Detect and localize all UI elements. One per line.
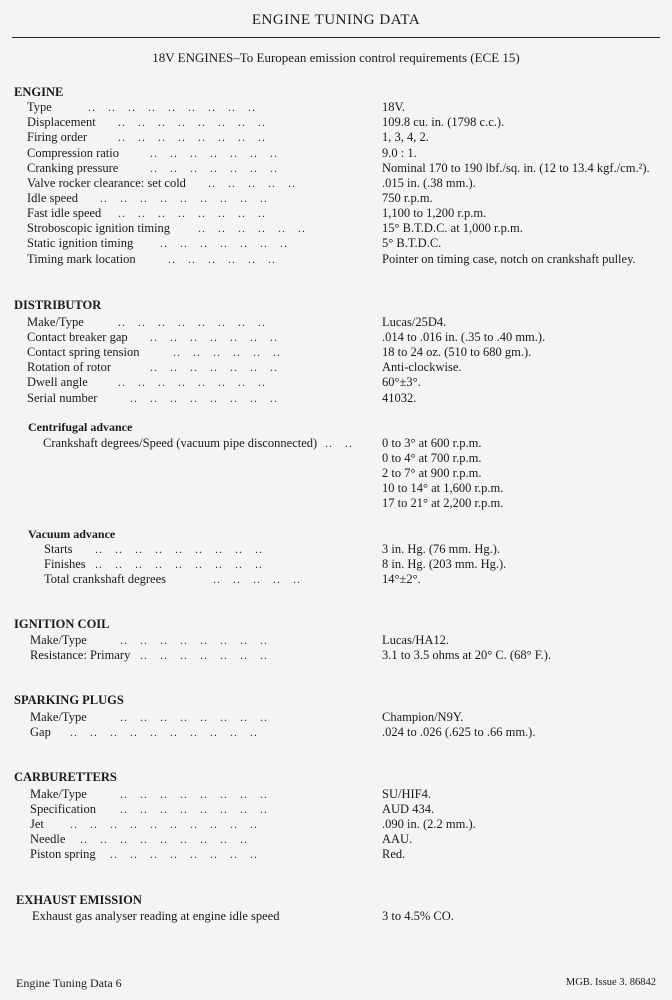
row-label: Timing mark location <box>27 252 136 266</box>
section-heading-carburetters: CARBURETTERS <box>14 770 117 784</box>
dot-leader: .. .. .. .. .. .. .. .. <box>120 787 268 801</box>
row-value: .015 in. (.38 mm.). <box>382 176 476 190</box>
row-value: .090 in. (2.2 mm.). <box>382 817 476 831</box>
row-label: Stroboscopic ignition timing <box>27 221 171 235</box>
row-label: Dwell angle <box>27 375 88 389</box>
row-value: 3 to 4.5% CO. <box>382 909 454 923</box>
row-value: 41032. <box>382 391 417 405</box>
row-label: Make/Type <box>30 633 87 647</box>
dot-leader: .. .. .. .. .. .. .. <box>150 330 278 344</box>
row-value: 750 r.p.m. <box>382 191 433 205</box>
dot-leader: .. .. .. .. .. .. .. .. .. <box>80 832 248 846</box>
section-heading-exhaust-emission: EXHAUST EMISSION <box>16 893 142 907</box>
row-value: SU/HIF4. <box>382 787 431 801</box>
row-label: Starts <box>44 542 73 556</box>
row-value: Anti-clockwise. <box>382 360 462 374</box>
row-label: Firing order <box>27 130 88 144</box>
row-label: Piston spring <box>30 847 96 861</box>
dot-leader: .. .. .. .. .. .. .. .. .. <box>95 542 263 556</box>
row-value: 9.0 : 1. <box>382 146 417 160</box>
row-label: Exhaust gas analyser reading at engine idle speed <box>32 909 280 923</box>
row-value: .024 to .026 (.625 to .66 mm.). <box>382 725 536 739</box>
page-title: ENGINE TUNING DATA <box>251 12 421 28</box>
section-heading-ignition-coil: IGNITION COIL <box>14 617 110 631</box>
row-value: 3 in. Hg. (76 mm. Hg.). <box>382 542 501 556</box>
row-label: Jet <box>30 817 44 831</box>
dot-leader: .. .. .. .. .. .. .. .. <box>120 802 268 816</box>
row-value: 0 to 4° at 700 r.p.m. <box>382 451 482 465</box>
row-label: Contact breaker gap <box>27 330 128 344</box>
row-value: 18V. <box>382 100 406 114</box>
row-label: Rotation of rotor <box>27 360 112 374</box>
row-label: Make/Type <box>27 315 84 329</box>
dot-leader: .. .. .. .. .. .. .. .. .. .. <box>70 725 258 739</box>
row-value: 8 in. Hg. (203 mm. Hg.). <box>382 557 507 571</box>
dot-leader: .. .. .. .. .. .. .. .. <box>118 375 266 389</box>
dot-leader: .. .. .. .. .. .. .. <box>150 360 278 374</box>
row-label: Contact spring tension <box>27 345 140 359</box>
page-subtitle: 18V ENGINES–To European emission control requirements (ECE 15) <box>152 50 520 65</box>
dot-leader: .. .. .. .. .. .. .. .. <box>130 391 278 405</box>
subheading-vacuum-advance: Vacuum advance <box>28 527 116 541</box>
row-label: Displacement <box>27 115 96 129</box>
row-value: .014 to .016 in. (.35 to .40 mm.). <box>382 330 546 344</box>
row-value: 60°±3°. <box>382 375 421 389</box>
row-value: 18 to 24 oz. (510 to 680 gm.). <box>382 345 532 359</box>
dot-leader: .. .. .. .. .. .. .. .. <box>118 130 266 144</box>
row-label: Needle <box>30 832 66 846</box>
row-label: Resistance: Primary <box>30 648 131 662</box>
row-label: Idle speed <box>27 191 79 205</box>
dot-leader: .. .. <box>325 436 353 450</box>
section-heading-distributor: DISTRIBUTOR <box>14 298 102 312</box>
row-value: 109.8 cu. in. (1798 c.c.). <box>382 115 505 129</box>
section-heading-engine: ENGINE <box>14 85 64 99</box>
dot-leader: .. .. .. .. .. .. <box>165 345 281 359</box>
dot-leader: .. .. .. .. .. .. .. <box>150 146 278 160</box>
row-label: Fast idle speed <box>27 206 102 220</box>
dot-leader: .. .. .. .. .. .. <box>160 252 276 266</box>
row-label: Total crankshaft degrees <box>44 572 166 586</box>
header-rule <box>12 37 660 38</box>
row-label: Static ignition timing <box>27 236 134 250</box>
dot-leader: .. .. .. .. .. .. .. .. <box>118 206 266 220</box>
row-value: 14°±2°. <box>382 572 421 586</box>
footer-issue-label: MGB. Issue 3. 86842 <box>565 977 656 988</box>
row-label: Compression ratio <box>27 146 120 160</box>
row-label: Specification <box>30 802 96 816</box>
row-label: Cranking pressure <box>27 161 119 175</box>
row-value: 5° B.T.D.C. <box>382 236 442 250</box>
row-value: Nominal 170 to 190 lbf./sq. in. (12 to 13.4 kgf./cm.²). <box>382 161 650 175</box>
row-label: Valve rocker clearance: set cold <box>27 176 186 190</box>
dot-leader: .. .. .. .. .. <box>200 176 296 190</box>
row-value: 15° B.T.D.C. at 1,000 r.p.m. <box>382 221 523 235</box>
dot-leader: .. .. .. .. .. .. .. <box>140 648 268 662</box>
dot-leader: .. .. .. .. .. .. .. <box>160 236 288 250</box>
row-label: Type <box>27 100 52 114</box>
row-label: Make/Type <box>30 787 87 801</box>
row-value: Pointer on timing case, notch on crankshaft pulley. <box>382 252 636 266</box>
row-value: Red. <box>382 847 406 861</box>
dot-leader: .. .. .. .. .. .. .. .. <box>120 710 268 724</box>
section-heading-sparking-plugs: SPARKING PLUGS <box>14 693 124 707</box>
dot-leader: .. .. .. .. .. .. .. .. <box>120 633 268 647</box>
dot-leader: .. .. .. .. .. .. .. .. .. <box>95 557 263 571</box>
row-value: Lucas/25D4. <box>382 315 447 329</box>
dot-leader: .. .. .. .. .. .. <box>190 221 306 235</box>
row-value: AAU. <box>382 832 413 846</box>
row-value: 0 to 3° at 600 r.p.m. <box>382 436 482 450</box>
dot-leader: .. .. .. .. .. .. .. .. <box>118 315 266 329</box>
row-value: 1, 3, 4, 2. <box>382 130 429 144</box>
row-label: Finishes <box>44 557 86 571</box>
row-label: Crankshaft degrees/Speed (vacuum pipe disconnected) <box>43 436 318 450</box>
row-label: Make/Type <box>30 710 87 724</box>
row-value: 17 to 21° at 2,200 r.p.m. <box>382 496 504 510</box>
dot-leader: .. .. .. .. .. .. .. .. .. <box>100 191 268 205</box>
row-label: Gap <box>30 725 51 739</box>
row-value: Lucas/HA12. <box>382 633 449 647</box>
dot-leader: .. .. .. .. .. .. .. .. <box>118 115 266 129</box>
subheading-centrifugal-advance: Centrifugal advance <box>28 420 133 434</box>
row-value: Champion/N9Y. <box>382 710 464 724</box>
row-value: 1,100 to 1,200 r.p.m. <box>382 206 487 220</box>
row-label: Serial number <box>27 391 98 405</box>
dot-leader: .. .. .. .. .. .. .. <box>150 161 278 175</box>
row-value: AUD 434. <box>382 802 435 816</box>
dot-leader: .. .. .. .. .. .. .. .. <box>110 847 258 861</box>
dot-leader: .. .. .. .. .. .. .. .. .. .. <box>70 817 258 831</box>
row-value: 3.1 to 3.5 ohms at 20° C. (68° F.). <box>382 648 552 662</box>
footer-page-label: Engine Tuning Data 6 <box>16 976 122 990</box>
dot-leader: .. .. .. .. .. .. .. .. .. <box>88 100 256 114</box>
dot-leader: .. .. .. .. .. <box>205 572 301 586</box>
row-value: 10 to 14° at 1,600 r.p.m. <box>382 481 504 495</box>
row-value: 2 to 7° at 900 r.p.m. <box>382 466 482 480</box>
